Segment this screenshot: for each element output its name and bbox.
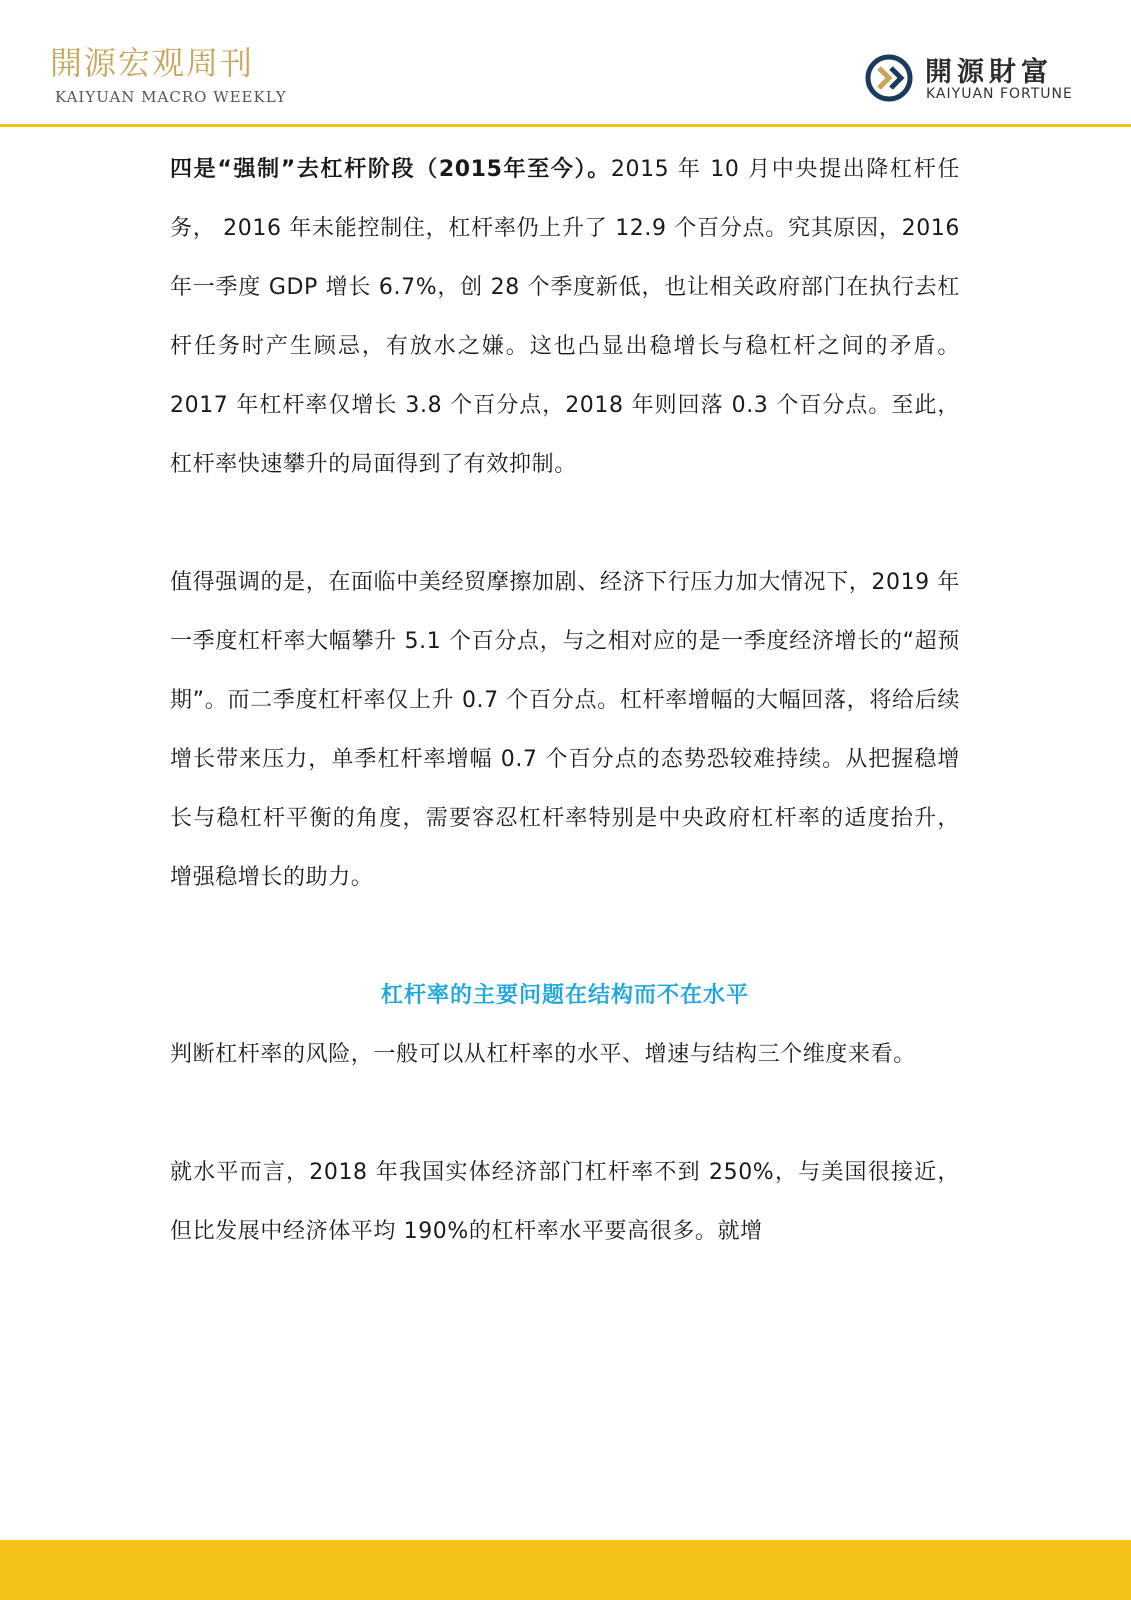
header-divider <box>0 124 1131 127</box>
brand-title-en: KAIYUAN MACRO WEEKLY <box>55 88 287 106</box>
paragraph-deleveraging-stage <box>170 140 960 494</box>
kaiyuan-logo-icon <box>865 54 913 102</box>
footer-band <box>0 1540 1131 1600</box>
paragraph-spacer <box>170 1084 960 1143</box>
paragraph-trade-friction: 值得强调的是，在面临中美经贸摩擦加剧、经济下行压力加大情况下，2019 年一季度杠杆率大幅攀升 5.1 个百分点，与之相对应的是一季度经济增长的“超预期”。而二季度杠杆率仅上升 0.7 个百分点。杠杆率增幅的大幅回落，将给后续增长带来压力，单季杠杆率增幅 0.7 个百分点的态势恐较难持续。从把握稳增长与稳杠杆平衡的角度，需要容忍杠杆率特别是中央政府杠杆率的适度抬升，增强稳增长的助力。 <box>170 570 960 890</box>
paragraph-lead-bold: 四是“强制”去杠杆阶段（2015年至今）。 <box>170 157 611 182</box>
document-body <box>170 140 960 1261</box>
paragraph-spacer <box>170 494 960 553</box>
paragraph-risk-dimensions: 判断杠杆率的风险，一般可以从杠杆率的水平、增速与结构三个维度来看。 <box>170 1042 916 1067</box>
paragraph-spacer <box>170 907 960 966</box>
paragraph-body: 2015 年 10 月中央提出降杠杆任务， 2016 年未能控制住，杠杆率仍上升了 12.9 个百分点。究其原因，2016 年一季度 GDP 增长 6.7%，创 28 个季度新低，也让相关政府部门在执行去杠杆任务时产生顾忌，有放水之嫌。这也凸显出稳增长与稳杠杆之间的矛盾。2017 年杠杆率仅增长 3.8 个百分点，2018 年则回落 0.3 个百分点。至此，杠杆率快速攀升的局面得到了有效抑制。 <box>170 157 960 477</box>
logo-text-en: KAIYUAN FORTUNE <box>926 86 1073 102</box>
paragraph-level-comparison: 就水平而言，2018 年我国实体经济部门杠杆率不到 250%，与美国很接近，但比发展中经济体平均 190%的杠杆率水平要高很多。就增 <box>170 1160 961 1244</box>
logo-text-cn: 開源財富 <box>925 57 1053 88</box>
brand-title-cn: 開源宏观周刊 <box>50 44 255 82</box>
page-header <box>0 0 1131 127</box>
section-title: 杠杆率的主要问题在结构而不在水平 <box>380 983 749 1008</box>
